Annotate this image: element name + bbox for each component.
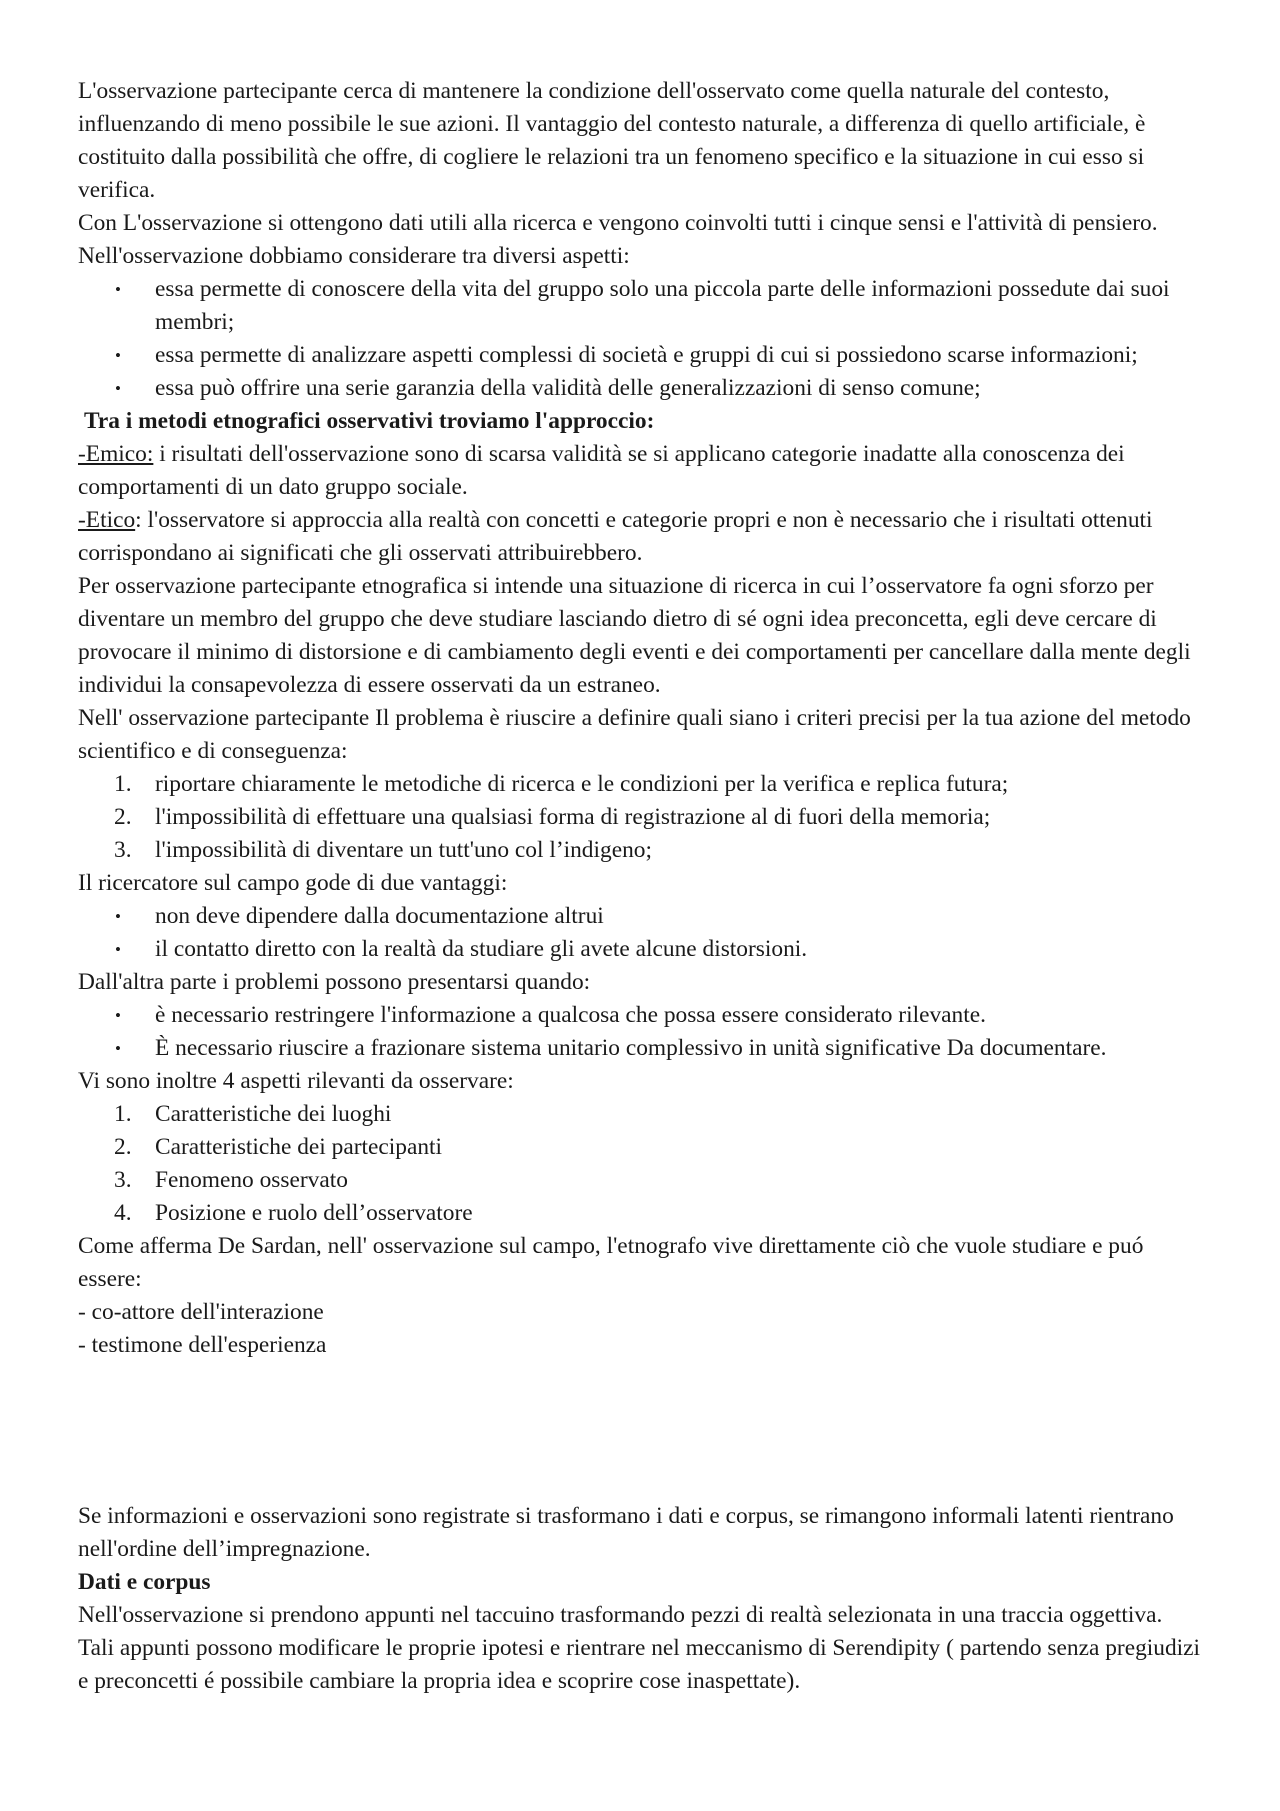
list-number: 2. [114,804,132,830]
advantages-intro: Il ricercatore sul campo gode di due vantaggi: [78,870,508,896]
list-text: Fenomeno osservato [155,1167,348,1193]
etic-paragraph [78,504,1203,570]
senses-paragraph: Con L'osservazione si ottengono dati utili alla ricerca e vengono coinvolti tutti i cinque sensi e l'attività di pensiero. Nell'osservazione dobbiamo considerare tra diversi aspetti: [78,210,1158,269]
emic-paragraph [78,438,1203,504]
list-item [78,1197,1203,1230]
list-item [78,1098,1203,1131]
list-number: 1. [114,771,132,797]
registration-paragraph: Se informazioni e osservazioni sono registrate si trasformano i dati e corpus, se rimangono informali latenti rientrano nell'ordine dell’impregnazione. [78,1503,1174,1562]
desardan-paragraph: Come afferma De Sardan, nell' osservazione sul campo, l'etnografo vive direttamente ciò che vuole studiare e puó essere: [78,1233,1144,1292]
intro-paragraph: L'osservazione partecipante cerca di mantenere la condizione dell'osservato come quella naturale del contesto, influenzando di meno possibile le sue azioni. Il vantaggio del contesto naturale, a differenza di quello artificiale, è costituito dalla possibilità che offre, di cogliere le relazioni tra un fenomeno specifico e la situazione in cui esso si verifica. [78,78,1146,203]
issues-intro: Dall'altra parte i problemi possono presentarsi quando: [78,969,591,995]
relevant-list [78,1098,1203,1230]
list-text: Caratteristiche dei luoghi [155,1101,392,1127]
role-line: - co-attore dell'interazione [78,1299,324,1325]
advantages-list [78,900,1203,966]
list-number: 3. [114,1167,132,1193]
list-number: 1. [114,1101,132,1127]
data-corpus-heading: Dati e corpus [78,1569,211,1595]
list-item: • essa può offrire una serie garanzia della validità delle generalizzazioni di senso comune; [78,372,1203,405]
role-line: - testimone dell'esperienza [78,1332,327,1358]
emic-label: -Emico: [78,441,154,467]
list-text: l'impossibilità di effettuare una qualsiasi forma di registrazione al di fuori della memoria; [155,804,991,830]
emic-text: i risultati dell'osservazione sono di scarsa validità se si applicano categorie inadatte alla conoscenza dei comportamenti di un dato gruppo sociale. [78,441,1125,500]
methods-heading: Tra i metodi etnografici osservativi troviamo l'approccio: [84,408,655,434]
list-item: • È necessario riuscire a frazionare sistema unitario complessivo in unità significative Da documentare. [78,1032,1203,1065]
list-number: 3. [114,837,132,863]
list-text: l'impossibilità di diventare un tutt'uno col l’indigeno; [155,837,652,863]
aspects-list [78,273,1203,405]
list-item [78,1131,1203,1164]
list-text: Posizione e ruolo dell’osservatore [155,1200,473,1226]
list-item: • non deve dipendere dalla documentazione altrui [78,900,1203,933]
etic-text: : l'osservatore si approccia alla realtà con concetti e categorie propri e non è necessario che i risultati ottenuti corrispondano ai significati che gli osservati attribuirebbero. [78,507,1153,566]
problem-paragraph: Nell' osservazione partecipante Il problema è riuscire a definire quali siano i criteri precisi per la tua azione del metodo scientifico e di conseguenza: [78,705,1191,764]
problems-list [78,768,1203,867]
list-item [78,834,1203,867]
list-item: • essa permette di analizzare aspetti complessi di società e gruppi di cui si possiedono scarse informazioni; [78,339,1203,372]
data-corpus-paragraph: Nell'osservazione si prendono appunti nel taccuino trasformando pezzi di realtà selezionata in una traccia oggettiva. Tali appunti possono modificare le proprie ipotesi e rientrare nel meccanismo di Serendipity ( partendo senza pregiudizi e preconcetti é possibile cambiare la propria idea e scoprire cose inaspettate). [78,1602,1201,1694]
list-item: • il contatto diretto con la realtà da studiare gli avete alcune distorsioni. [78,933,1203,966]
list-item: • essa permette di conoscere della vita del gruppo solo una piccola parte delle informazioni possedute dai suoi membri; [78,273,1203,339]
etic-label: -Etico [78,507,136,533]
list-item [78,801,1203,834]
participant-paragraph: Per osservazione partecipante etnografica si intende una situazione di ricerca in cui l’osservatore fa ogni sforzo per diventare un membro del gruppo che deve studiare lasciando dietro di sé ogni idea preconcetta, egli deve cercare di provocare il minimo di distorsione e di cambiamento degli eventi e dei comportamenti per cancellare dalla mente degli individui la consapevolezza di essere osservati da un estraneo. [78,573,1191,698]
relevant-intro: Vi sono inoltre 4 aspetti rilevanti da osservare: [78,1068,514,1094]
document-page [78,75,1203,1698]
list-number: 2. [114,1134,132,1160]
blank-space [78,1362,1203,1500]
list-number: 4. [114,1200,132,1226]
list-item [78,768,1203,801]
list-text: riportare chiaramente le metodiche di ricerca e le condizioni per la verifica e replica futura; [155,771,1009,797]
list-item: • è necessario restringere l'informazione a qualcosa che possa essere considerato rilevante. [78,999,1203,1032]
list-item [78,1164,1203,1197]
issues-list [78,999,1203,1065]
list-text: Caratteristiche dei partecipanti [155,1134,443,1160]
